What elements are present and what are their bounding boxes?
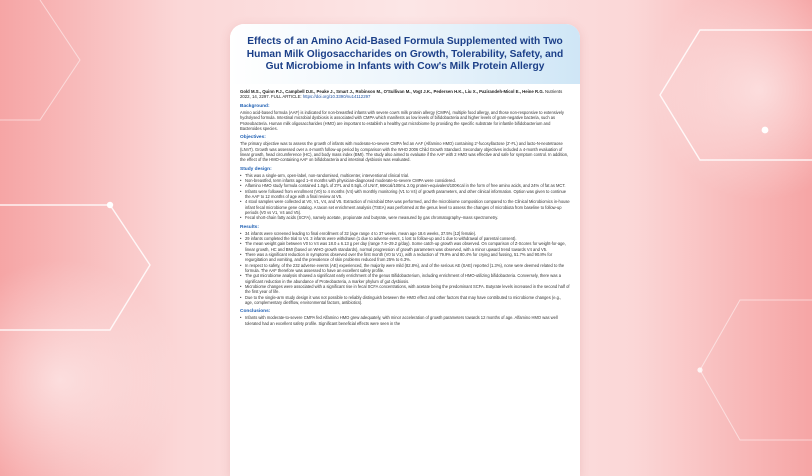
study-design-section: [230, 163, 580, 221]
list-item: • Due to the single-arm study design it was not possible to reliably distinguish between the HMO effect and other factors that may have contributed to microbiome changes (e.g., age, complementary diet/flow, environmental factors, antibiotics).: [240, 295, 570, 306]
objectives-text: The primary objective was to assess the growth of infants with moderate-to-severe CMPA fed an AAF (Alfamino HMO) containing 2'-fucosyllactose (2'-FL) and lacto-N-neotetraose (LNnT). Growth was assessed over a 4-month follow-up period by comparison with the WHO 2006 Child Growth Standard. Secondary objectives included a 4-month evaluation of linear growth, head circumference (HC), and body mass index (BMI). The study also aimed to evaluate if the AAF with 2 HMO was effective and safe for symptom control. In addition, the effect of the HMO-containing AAF on bifidobacteria and intestinal dysbiosis was evaluated.: [240, 141, 569, 163]
list-item: • The mean weight gain between V0 to V4 was 18.0 ± 6.13 g per day (range 7.6–29.2 g/day). Some catch-up growth was observed. On comparison of Z-Scores for weight-for-age, linear growth, HC and BMI (based on WHO growth standards), normal progression of growth parameters was observed, with a minor upward trend towards V4 and V5.: [240, 241, 570, 252]
results-heading: Results:: [240, 224, 259, 230]
background-text: Amino acid-based formula (AAF) is indicated for non-breastfed infants with severe cow's milk protein allergy (CMPA), multiple food allergy, and those non-responsive to extensively hydrolysed formula. Intestinal microbial dysbiosis is associated with CMPA which manifests as low levels of bifidobacteria and higher levels of gram-negative bacteria, such as Proteobacteria. Human milk oligosaccharides (HMO) are important to establish a healthy gut microbiome by providing the specific substrate for infantile bifidobacterium and Bacteroides species.: [240, 109, 564, 131]
list-item: • Fecal short-chain fatty acids (SCFA), namely acetate, propionate and butyrate, were measured by gas chromatography–mass spectrometry.: [240, 215, 570, 220]
bottom-fade: [230, 464, 580, 476]
results-list: [240, 231, 570, 306]
objectives-heading: Objectives:: [240, 135, 266, 141]
list-item: • There was a significant reduction in symptoms observed over the first month (V0 to V1), with a reduction of 79.9% and 80.4% for crying and fussing, 51.7% and 90.8% for regurgitation and vomiting, and the prevalence of skin problems reduced from 25% to 6.3%.: [240, 252, 570, 263]
journal-reference: Nutrients 2022, 14, 2297. FULL ARTICLE:: [240, 89, 563, 100]
abstract-document-card: [230, 24, 580, 476]
list-item: • In respect to safety, of the 232 adverse events (AE) experienced, the majority were mild (82.8%), and of the serious AE (SAE) reported (1.3%), none were deemed related to the formula. The AAF therefore was assessed to have an excellent safety profile.: [240, 263, 570, 274]
document-header: [230, 24, 580, 84]
document-title: Effects of an Amino Acid-Based Formula Supplemented with Two Human Milk Oligosaccharides on Growth, Tolerability, Safety, and Gut Microbiome in Infants with Cow's Milk Protein Allergy: [246, 36, 564, 73]
background-section: [230, 100, 580, 131]
list-item: • 34 infants were screened leading to final enrollment of 32 (age range 4 to 37 weeks, mean age 18.6 weeks, 37.5% [12] female).: [240, 231, 570, 236]
authors: Gold M.S., Quinn P.J., Campbell D.E., Peake J., Smart J., Robinson M., O'Sullivan M., Vogt J.K., Pedersen H.K., Liu X., Pazirandeh-Micol E., Heine R.G.: [240, 89, 544, 94]
study-design-list: [240, 173, 570, 221]
list-item: • Microbiome changes were associated with a significant rise in fecal SCFA concentrations, with acetate being the predominant SCFA. Butyrate levels increased in the second half of the first year of life.: [240, 284, 570, 295]
list-item: • This was a single-arm, open-label, non-randomised, multicenter, interventional clinical trial.: [240, 173, 570, 178]
list-item: • 29 infants completed the trial to V4. 3 infants were withdrawn (1 due to adverse event, 1 lost to follow-up and 1 due to withdrawal of parental consent).: [240, 236, 570, 241]
list-item: • 4 stool samples were collected at V0, V1, V4, and V5. Extraction of microbial DNA was performed, and the microbiome composition compared to the Clinical Microbiomics in-house infant fecal microbiome gene catalog. A taxon set enrichment analysis (TSEA) was performed at the genus level to assess the changes of microbiota from baseline to follow-up periods (V0 vs V1, V4 and V5).: [240, 199, 570, 215]
objectives-section: [230, 131, 580, 162]
doi-link[interactable]: https://doi.org/10.3390/nu14112297: [302, 94, 371, 100]
study-design-heading: Study design:: [240, 166, 272, 172]
list-item: • Infants were followed from enrollment (V0) to 4 months (V4) with monthly monitoring (V1 to V4) of growth parameters, and other clinical information. Option was given to continue the AAF to 12 months of age with a final review at V5.: [240, 189, 570, 200]
background-heading: Background:: [240, 103, 270, 109]
conclusions-list: [240, 315, 570, 326]
list-item: • Infants with moderate-to-severe CMPA fed Alfamino HMO grew adequately, with minor acceleration of growth parameters towards 12 months of age. Alfamino HMO was well tolerated had an excellent safety profile. Significant beneficial effects were seen in the: [240, 315, 570, 326]
list-item: • The gut microbiome analysis showed a significant early enrichment of the genus Bifidobacterium, including enrichment of HMO-utilizing bifidobacteria. Conversely, there was a significant reduction in the abundance of Proteobacteria, a marker phylum of gut dysbiosis.: [240, 273, 570, 284]
citation: [230, 84, 580, 100]
list-item: • Non-breastfed, term infants aged 1–8 months with physician-diagnosed moderate-to-severe CMPA were considered.: [240, 178, 570, 183]
list-item: • Alfamino HMO study formula contained 1.0g/L of 2'FL and 0.5g/L of LNnT, 66Kcal/100mL 2.0g protein-equivalent/100Kcal in the form of free amino acids, and 24% of fat as MCT.: [240, 183, 570, 188]
results-section: [230, 221, 580, 306]
conclusions-heading: Conclusions:: [240, 309, 271, 315]
conclusions-section: [230, 305, 580, 326]
